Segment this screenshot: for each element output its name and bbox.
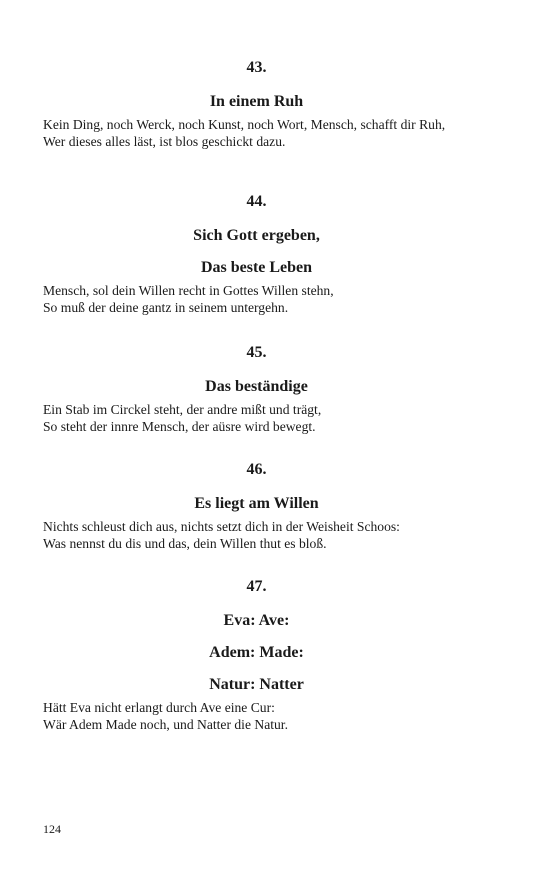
verse-line: Nichts schleust dich aus, nichts setzt dich in der Weisheit Schoos: [43,519,400,534]
poem-title: Eva: Ave: [223,612,290,629]
poem-verse [43,401,470,435]
poem-titles [43,377,470,397]
poem-number: 46. [246,461,267,478]
poem-title: Natur: Natter [209,676,304,693]
poem-number: 43. [246,59,267,76]
verse-line: Was nennst du dis und das, dein Willen thut es bloß. [43,536,327,551]
verse-line: Wer dieses alles läst, ist blos geschickt dazu. [43,134,286,149]
verse-line: Ein Stab im Circkel steht, der andre mißt und trägt, [43,402,322,417]
poem-title: In einem Ruh [209,93,304,110]
verse-line: Hätt Eva nicht erlangt durch Ave eine Cur: [43,700,275,715]
poem-verse [43,282,470,316]
verse-line: Mensch, sol dein Willen recht in Gottes Willen stehn, [43,283,334,298]
poem-number: 47. [246,578,267,595]
poem-number: 44. [246,193,267,210]
poem-number: 45. [246,344,267,361]
poem-titles [43,92,470,112]
poem-title: Das beständige [205,378,308,395]
poem-45 [43,343,470,435]
verse-line: So muß der deine gantz in seinem untergehn. [43,300,289,315]
poem-46 [43,460,470,552]
verse-line: Wär Adem Made noch, und Natter die Natur. [43,717,288,732]
poem-title: Adem: Made: [209,644,304,661]
page-number: 124 [43,822,61,836]
poem-titles [43,226,470,278]
book-page [43,0,470,880]
poem-verse [43,699,470,733]
poem-verse [43,116,470,150]
poem-title: Sich Gott ergeben, [193,227,320,244]
poem-44 [43,192,470,316]
poem-titles [43,611,470,695]
poem-titles [43,494,470,514]
poem-title: Es liegt am Willen [194,495,319,512]
poem-verse [43,518,470,552]
verse-line: Kein Ding, noch Werck, noch Kunst, noch Wort, Mensch, schafft dir Ruh, [43,117,446,132]
poem-title: Das beste Leben [200,259,313,276]
poem-43 [43,58,470,150]
poem-47 [43,577,470,733]
verse-line: So steht der innre Mensch, der aüsre wird bewegt. [43,419,316,434]
